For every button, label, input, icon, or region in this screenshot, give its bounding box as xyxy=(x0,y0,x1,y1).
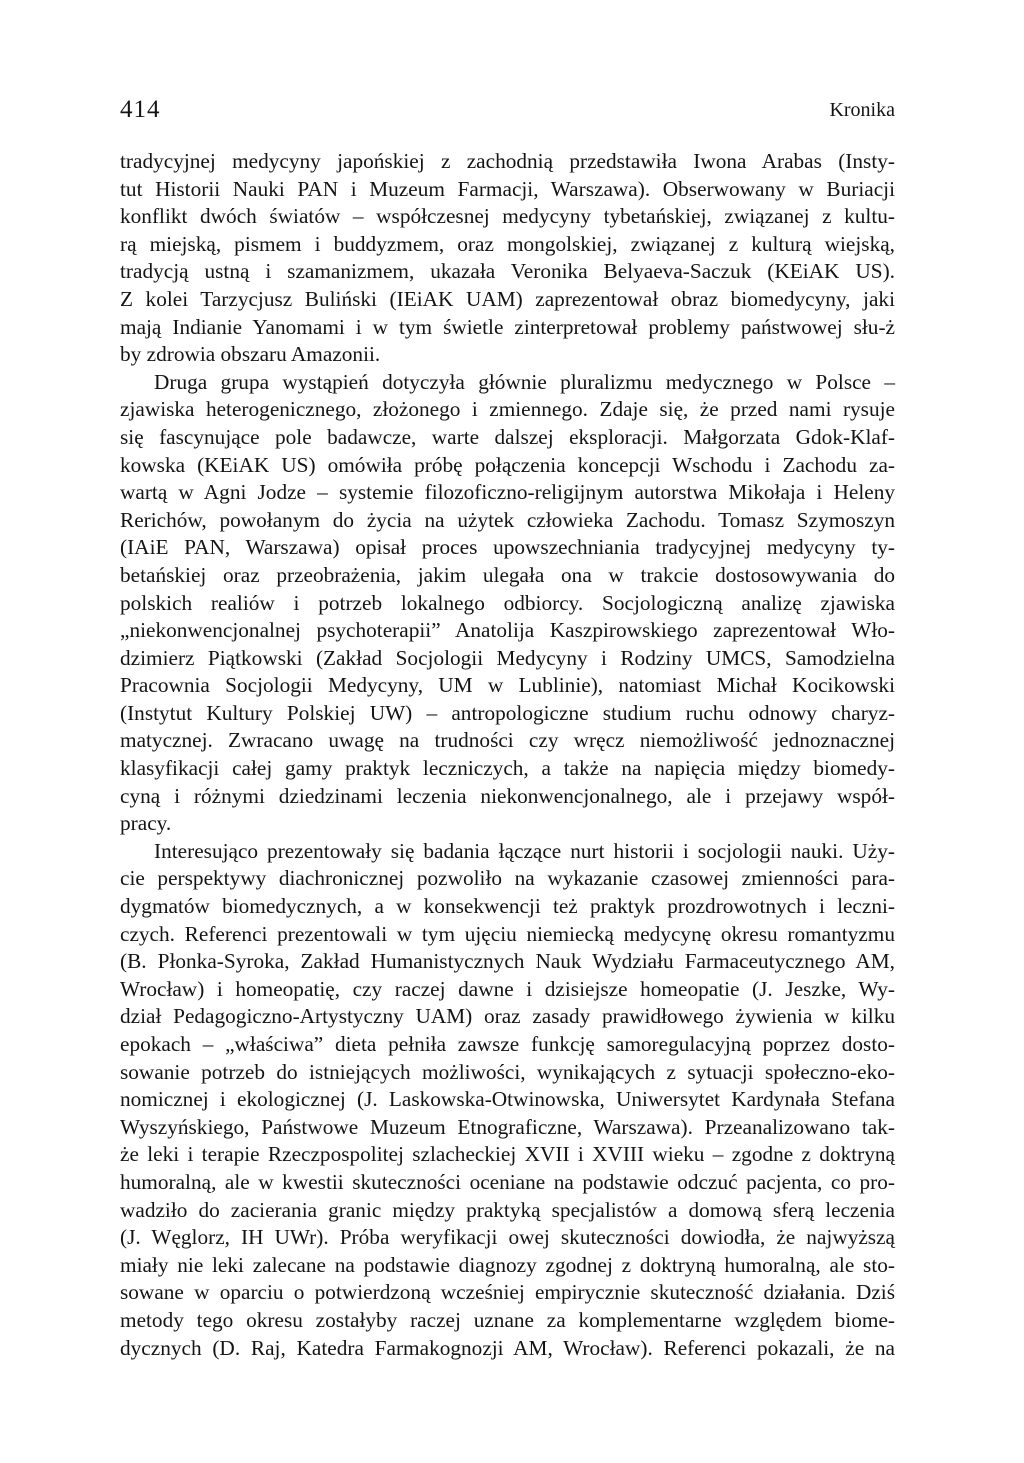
text-line: Rerichów, powołanym do życia na użytek człowieka Zachodu. Tomasz Szymoszyn xyxy=(120,507,895,532)
text-line: (J. Węglorz, IH UWr). Próba weryfikacji owej skuteczności dowiodła, że najwyższą xyxy=(120,1225,895,1250)
text-line: sowane w oparciu o potwierdzoną wcześniej empirycznie skuteczność działania. Dziś xyxy=(120,1280,895,1305)
text-line: tradycją ustną i szamanizmem, ukazała Veronika Belyaeva-Saczuk (KEiAK US). xyxy=(120,259,895,284)
text-line: metody tego okresu zostałyby raczej uznane za komplementarne względem biome- xyxy=(120,1307,895,1332)
text-line: humoralną, ale w kwestii skuteczności oceniane na podstawie odczuć pacjenta, co pro- xyxy=(120,1169,895,1194)
text-line: (B. Płonka-Syroka, Zakład Humanistycznych Nauk Wydziału Farmaceutycznego AM, xyxy=(120,949,895,974)
text-line: dział Pedagogiczno-Artystyczny UAM) oraz zasady prawidłowego żywienia w kilku xyxy=(120,1004,895,1029)
text-line: (Instytut Kultury Polskiej UW) – antropologiczne studium ruchu odnowy charyz- xyxy=(120,700,895,725)
text-line: cie perspektywy diachronicznej pozwoliło na wykazanie czasowej zmienności para- xyxy=(120,866,895,891)
text-line: Z kolei Tarzycjusz Buliński (IEiAK UAM) zaprezentował obraz biomedycyny, jaki xyxy=(120,286,895,311)
text-line: dycznych (D. Raj, Katedra Farmakognozji AM, Wrocław). Referenci pokazali, że na xyxy=(120,1335,895,1360)
text-line: Wyszyńskiego, Państwowe Muzeum Etnograficzne, Warszawa). Przeanalizowano tak- xyxy=(120,1114,895,1139)
text-line: polskich realiów i potrzeb lokalnego odbiorcy. Socjologiczną analizę zjawiska xyxy=(120,590,895,615)
paragraph xyxy=(120,838,895,1362)
text-line: mają Indianie Yanomami i w tym świetle zinterpretował problemy państwowej słu-ż xyxy=(120,314,895,339)
text-line: że leki i terapie Rzeczpospolitej szlacheckiej XVII i XVIII wieku – zgodne z doktryną xyxy=(120,1142,895,1167)
text-line: dygmatów biomedycznych, a w konsekwencji też praktyk prozdrowotnych i leczni- xyxy=(120,894,895,919)
paragraph xyxy=(120,148,895,369)
text-line: tradycyjnej medycyny japońskiej z zachodnią przedstawiła Iwona Arabas (Insty- xyxy=(120,149,895,173)
text-line: zjawiska heterogenicznego, złożonego i zmiennego. Zdaje się, że przed nami rysuje xyxy=(120,397,895,422)
paragraph xyxy=(120,369,895,838)
text-line: tut Historii Nauki PAN i Muzeum Farmacji, Warszawa). Obserwowany w Buriacji xyxy=(120,176,895,201)
text-line: by zdrowia obszaru Amazonii. xyxy=(120,342,381,367)
text-line: (IAiE PAN, Warszawa) opisał proces upowszechniania tradycyjnej medycyny ty- xyxy=(120,535,895,560)
text-line: sowanie potrzeb do istniejących możliwości, wynikających z sytuacji społeczno-eko- xyxy=(120,1059,895,1084)
text-line: rą miejską, pismem i buddyzmem, oraz mongolskiej, związanej z kulturą wiejską, xyxy=(120,231,895,256)
text-line: epokach – „właściwa” dieta pełniła zawsze funkcję samoregulacyjną poprzez dosto- xyxy=(120,1032,895,1056)
text-line: nomicznej i ekologicznej (J. Laskowska-Otwinowska, Uniwersytet Kardynała Stefana xyxy=(120,1087,895,1112)
text-line: konflikt dwóch światów – współczesnej medycyny tybetańskiej, związanej z kultu- xyxy=(120,204,895,229)
text-line: Wrocław) i homeopatię, czy raczej dawne i dzisiejsze homeopatie (J. Jeszke, Wy- xyxy=(120,976,895,1001)
text-line: betańskiej oraz przeobrażenia, jakim ulegała ona w trakcie dostosowywania do xyxy=(120,562,895,587)
running-head: Kronika xyxy=(829,99,895,121)
text-line: klasyfikacji całej gamy praktyk leczniczych, a także na napięcia między biomedy- xyxy=(120,756,895,781)
text-line: się fascynujące pole badawcze, warte dalszej eksploracji. Małgorzata Gdok-Klaf- xyxy=(120,424,895,449)
body-text xyxy=(120,148,895,1362)
text-line: Pracownia Socjologii Medycyny, UM w Lublinie), natomiast Michał Kocikowski xyxy=(120,673,895,698)
text-line: wartą w Agni Jodze – systemie filozoficzno-religijnym autorstwa Mikołaja i Heleny xyxy=(120,480,895,505)
text-line: matycznej. Zwracano uwagę na trudności czy wręcz niemożliwość jednoznacznej xyxy=(120,728,895,753)
text-line: miały nie leki zalecane na podstawie diagnozy zgodnej z doktryną humoralną, ale sto- xyxy=(120,1252,895,1277)
text-line: „niekonwencjonalnej psychoterapii” Anatolija Kaszpirowskiego zaprezentował Wło- xyxy=(120,618,895,643)
text-line: cyną i różnymi dziedzinami leczenia niekonwencjonalnego, ale i przejawy współ- xyxy=(120,783,895,808)
text-line: pracy. xyxy=(120,811,172,836)
text-line: dzimierz Piątkowski (Zakład Socjologii Medycyny i Rodziny UMCS, Samodzielna xyxy=(120,645,895,670)
text-line: wadziło do zacierania granic między praktyką specjalistów a domową sferą leczenia xyxy=(120,1197,895,1222)
text-line: Interesująco prezentowały się badania łączące nurt historii i socjologii nauki. Uży- xyxy=(154,838,895,863)
page-number: 414 xyxy=(120,96,161,123)
text-line: kowska (KEiAK US) omówiła próbę połączenia koncepcji Wschodu i Zachodu za- xyxy=(120,452,895,477)
text-line: Druga grupa wystąpień dotyczyła głównie pluralizmu medycznego w Polsce – xyxy=(154,369,895,394)
text-line: czych. Referenci prezentowali w tym ujęciu niemiecką medycynę okresu romantyzmu xyxy=(120,921,895,946)
